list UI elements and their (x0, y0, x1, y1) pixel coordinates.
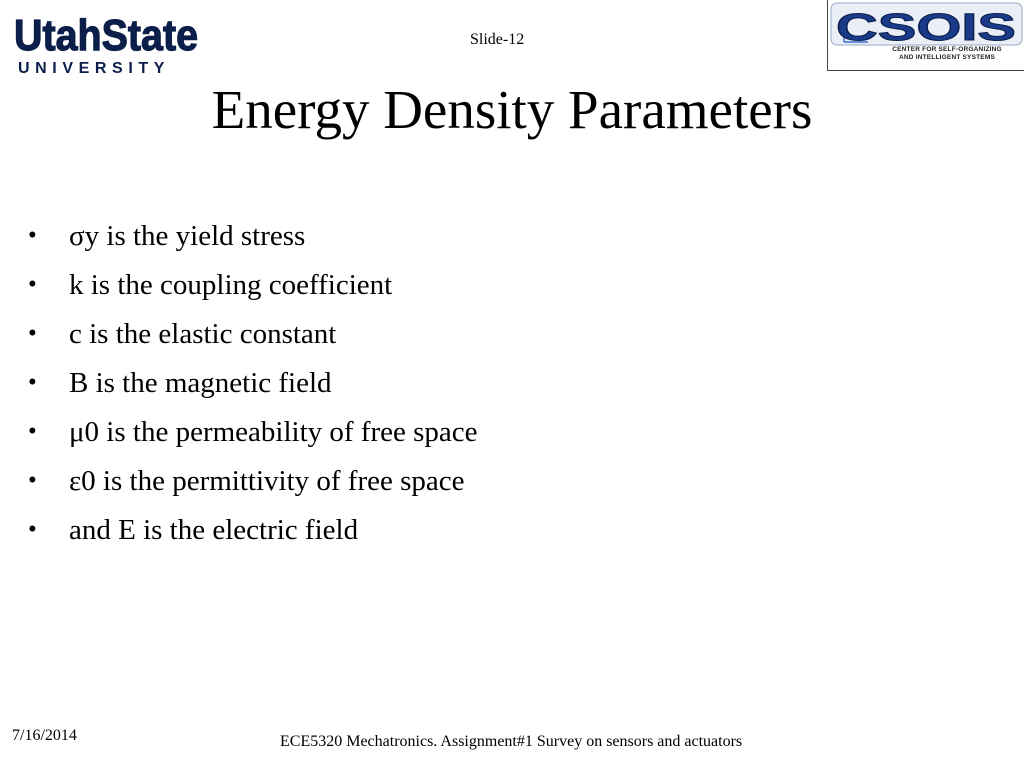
bullet-item (28, 312, 478, 361)
bullet-text: B is the magnetic field (69, 367, 332, 399)
bullet-icon: • (28, 320, 37, 347)
bullet-text: k is the coupling coefficient (69, 269, 393, 301)
bullet-icon: • (28, 271, 37, 298)
bullet-icon: • (28, 418, 37, 445)
utah-state-logo (14, 11, 200, 77)
bullet-list (28, 214, 478, 557)
bullet-text: σy is the yield stress (69, 220, 306, 252)
csois-caption-line1: CENTER FOR SELF-ORGANIZING (892, 46, 1002, 53)
footer-course-title: ECE5320 Mechatronics. Assignment#1 Survey on sensors and actuators (280, 733, 743, 750)
university-wordmark: UNIVERSITY (18, 60, 171, 77)
svg-text:CSOIS: CSOIS (836, 7, 1016, 49)
bullet-item (28, 459, 478, 508)
bullet-item (28, 508, 478, 557)
svg-text:UtahState: UtahState (14, 11, 198, 60)
slide-title: Energy Density Parameters (211, 79, 813, 140)
bullet-item (28, 263, 478, 312)
utah-state-wordmark (14, 11, 200, 60)
bullet-icon: • (28, 222, 37, 249)
bullet-text: and E is the electric field (69, 514, 359, 546)
csois-caption (872, 46, 1022, 62)
bullet-icon: • (28, 467, 37, 494)
bullet-icon: • (28, 369, 37, 396)
bullet-text: ε0 is the permittivity of free space (69, 465, 465, 497)
slide-number: Slide-12 (470, 31, 525, 48)
footer-date: 7/16/2014 (12, 727, 77, 744)
bullet-item (28, 214, 478, 263)
bullet-item (28, 361, 478, 410)
csois-caption-line2: AND INTELLIGENT SYSTEMS (899, 54, 995, 61)
bullet-icon: • (28, 516, 37, 543)
csois-logo (827, 0, 1024, 71)
bullet-item (28, 410, 478, 459)
bullet-text: μ0 is the permeability of free space (69, 416, 478, 448)
bullet-text: c is the elastic constant (69, 318, 337, 350)
